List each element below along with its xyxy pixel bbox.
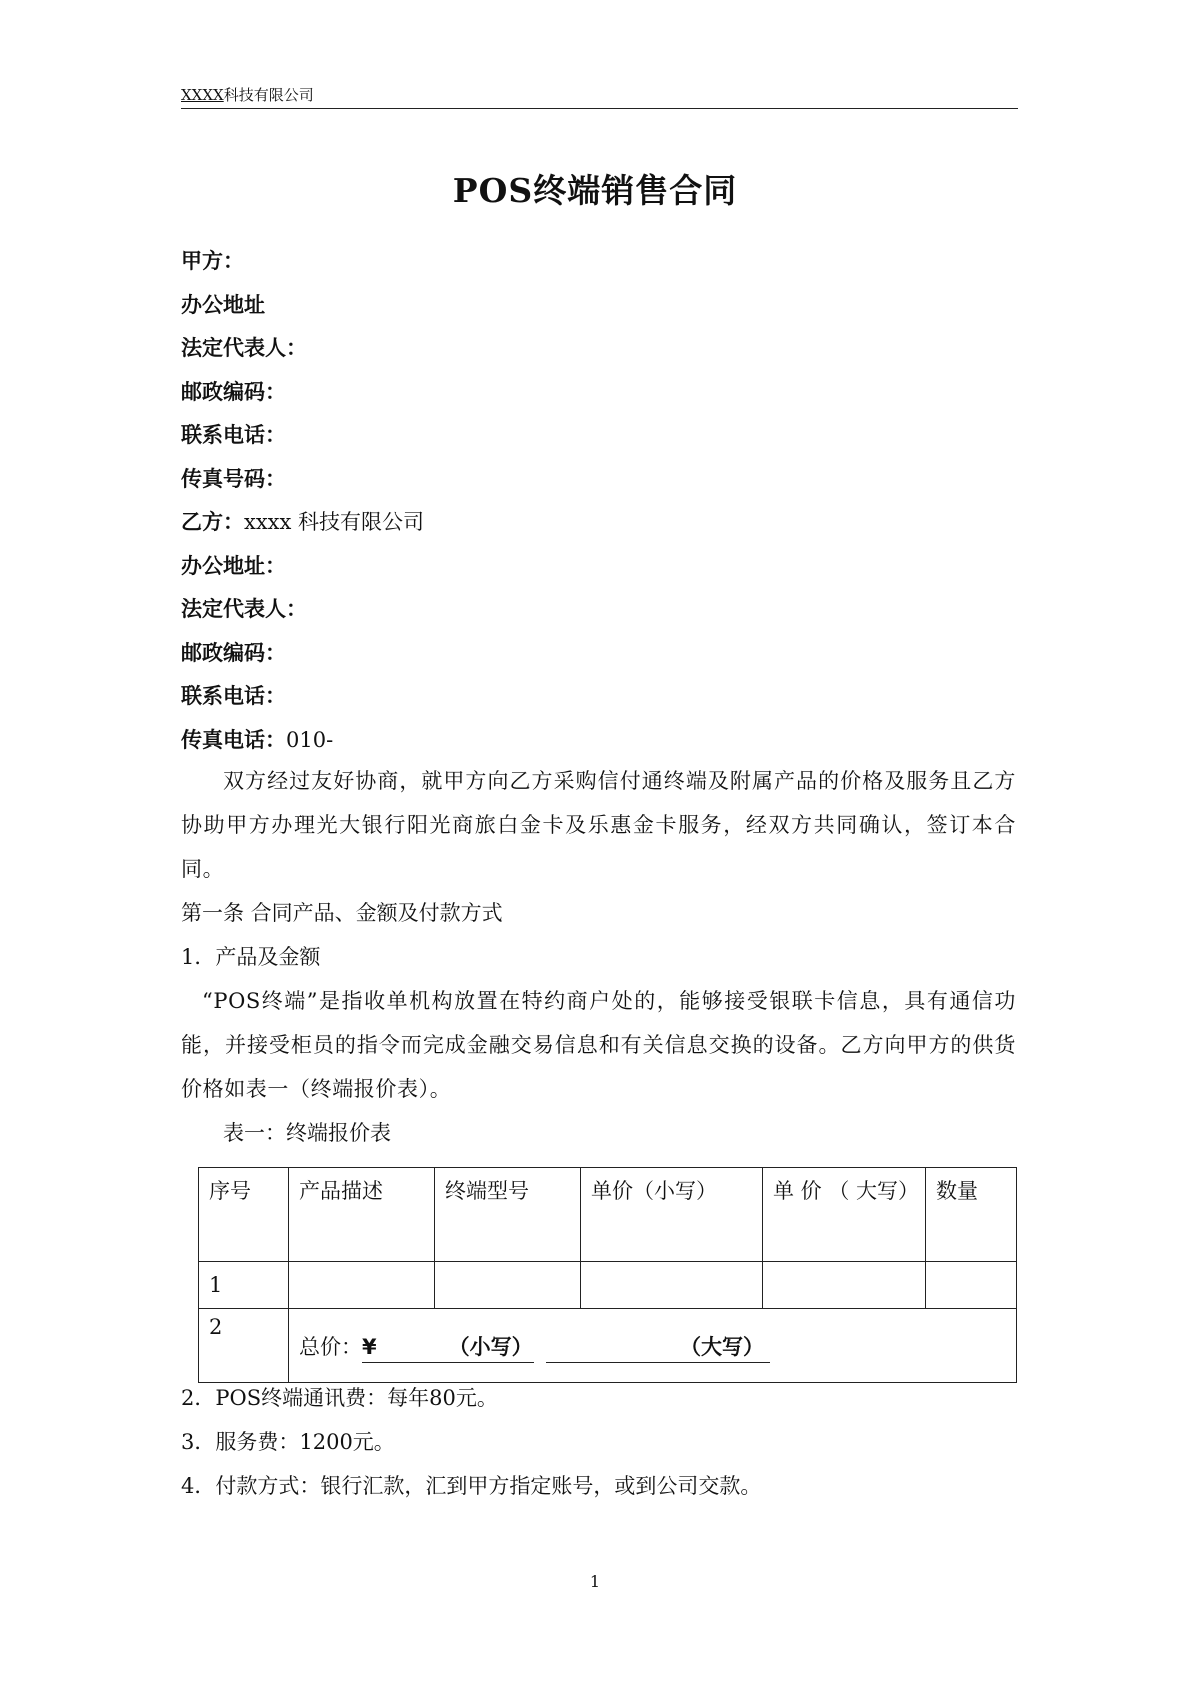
- party-b-address: [181, 545, 1021, 589]
- total-label: 总价：: [299, 1335, 362, 1359]
- field-label: 联系电话：: [181, 684, 286, 708]
- table-cell: [435, 1262, 581, 1309]
- currency-symbol: ¥: [362, 1335, 377, 1359]
- header-cell-no: 序号: [199, 1168, 289, 1262]
- table-cell: [763, 1262, 926, 1309]
- header-company: XXXX: [181, 86, 224, 104]
- field-value: 010-: [286, 727, 334, 752]
- total-small-label: （小写）: [448, 1335, 533, 1359]
- party-a-address: [181, 284, 1021, 328]
- party-b-postcode: [181, 632, 1021, 676]
- total-price-cell: [289, 1309, 1017, 1383]
- contract-body: [181, 759, 1016, 1155]
- article-1-heading: 第一条 合同产品、金额及付款方式: [181, 901, 503, 925]
- field-label: 办公地址: [181, 292, 265, 317]
- row-number: 1: [199, 1262, 289, 1309]
- field-label: 联系电话：: [181, 423, 286, 447]
- table-cell: [926, 1262, 1017, 1309]
- table-cell: [289, 1262, 435, 1309]
- header-cell-quantity: 数量: [926, 1168, 1017, 1262]
- page-number: 1: [589, 1572, 601, 1591]
- table-row: [199, 1262, 1017, 1309]
- party-a-name: [181, 240, 1021, 284]
- table-header-row: [199, 1168, 1017, 1262]
- header-cell-description: 产品描述: [289, 1168, 435, 1262]
- item-4: 4．付款方式：银行汇款，汇到甲方指定账号，或到公司交款。: [181, 1474, 762, 1498]
- row-number: 2: [199, 1309, 289, 1383]
- field-label: 乙方：: [181, 510, 244, 534]
- header-company-suffix: 科技有限公司: [223, 86, 314, 104]
- party-b-representative: [181, 588, 1021, 632]
- party-info: [181, 240, 1021, 762]
- total-small-blank: [362, 1332, 534, 1363]
- field-label: 办公地址：: [181, 553, 286, 578]
- party-a-representative: [181, 327, 1021, 371]
- field-label: 法定代表人：: [181, 336, 307, 360]
- field-label: 传真电话：: [181, 727, 286, 752]
- quote-table: [198, 1167, 1017, 1383]
- party-b-phone: [181, 675, 1021, 719]
- item-3: 3．服务费：1200元。: [181, 1430, 395, 1454]
- intro-paragraph: 双方经过友好协商，就甲方向乙方采购信付通终端及附属产品的价格及服务且乙方协助甲方办理光大银行阳光商旅白金卡及乐惠金卡服务，经双方共同确认，签订本合同。: [181, 769, 1016, 881]
- party-b-name: [181, 501, 1021, 545]
- payment-items: [181, 1376, 761, 1508]
- field-label: 邮政编码：: [181, 640, 286, 665]
- field-label: 甲方：: [181, 249, 244, 273]
- table-cell: [581, 1262, 763, 1309]
- document-title: POS终端销售合同: [452, 171, 738, 210]
- party-b-fax: [181, 719, 1021, 763]
- item-1-heading: 1．产品及金额: [181, 945, 321, 969]
- header-cell-model: 终端型号: [435, 1168, 581, 1262]
- pos-definition-paragraph: “POS终端”是指收单机构放置在特约商户处的，能够接受银联卡信息，具有通信功能，并接受柜员的指令而完成金融交易信息和有关信息交换的设备。乙方向甲方的供货价格如表一（终端报价表）。: [181, 989, 1016, 1101]
- header-cell-unit-price-small: 单价（小写）: [581, 1168, 763, 1262]
- party-a-fax: [181, 458, 1021, 502]
- page-header: [181, 84, 1018, 109]
- table-caption: 表一：终端报价表: [223, 1121, 391, 1145]
- table-total-row: [199, 1309, 1017, 1383]
- party-a-postcode: [181, 371, 1021, 415]
- header-cell-unit-price-big: 单 价 （ 大写）: [763, 1168, 926, 1262]
- field-label: 邮政编码：: [181, 379, 286, 404]
- total-big-blank: [546, 1332, 770, 1363]
- party-a-phone: [181, 414, 1021, 458]
- field-label: 传真号码：: [181, 466, 286, 491]
- field-label: 法定代表人：: [181, 597, 307, 621]
- item-2: 2．POS终端通讯费：每年80元。: [181, 1386, 498, 1410]
- total-big-label: （大写）: [680, 1335, 764, 1359]
- field-value: xxxx 科技有限公司: [244, 510, 425, 534]
